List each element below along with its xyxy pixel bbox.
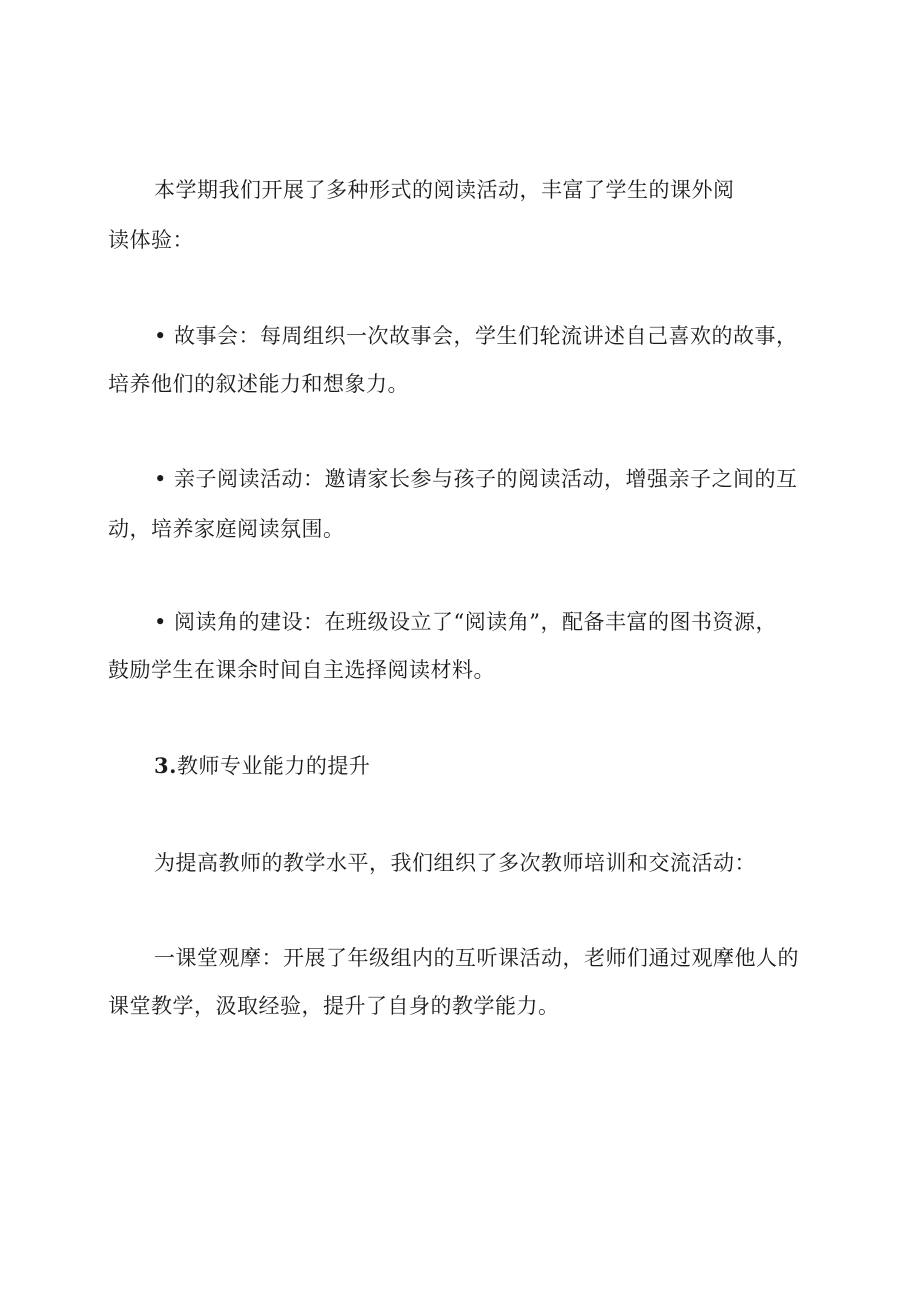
paragraph-reading-intro-line1: 本学期我们开展了多种形式的阅读活动，丰富了学生的课外阅 bbox=[154, 178, 735, 202]
teacher-training-intro: 为提高教师的教学水平，我们组织了多次教师培训和交流活动： bbox=[154, 851, 756, 875]
section-number: 3. bbox=[154, 753, 177, 778]
classroom-observation-line1: 一课堂观摩：开展了年级组内的互听课活动，老师们通过观摩他人的 bbox=[154, 946, 799, 970]
bullet-parent-child-reading-line2: 动，培养家庭阅读氛围。 bbox=[108, 517, 345, 541]
classroom-observation-line2: 课堂教学，汲取经验，提升了自身的教学能力。 bbox=[108, 994, 560, 1018]
section-title: 教师专业能力的提升 bbox=[176, 754, 371, 778]
bullet-parent-child-reading-line1: • 亲子阅读活动：邀请家长参与孩子的阅读活动，增强亲子之间的互 bbox=[154, 467, 798, 491]
section-heading bbox=[154, 752, 370, 780]
bullet-reading-corner-line2: 鼓励学生在课余时间自主选择阅读材料。 bbox=[108, 658, 495, 682]
paragraph-reading-intro-line2: 读体验： bbox=[108, 228, 194, 252]
bullet-reading-corner-line1: • 阅读角的建设：在班级设立了“阅读角”，配备丰富的图书资源， bbox=[154, 610, 778, 634]
bullet-story-session-line2: 培养他们的叙述能力和想象力。 bbox=[108, 372, 409, 396]
bullet-story-session-line1: • 故事会：每周组织一次故事会，学生们轮流讲述自己喜欢的故事， bbox=[154, 324, 798, 348]
